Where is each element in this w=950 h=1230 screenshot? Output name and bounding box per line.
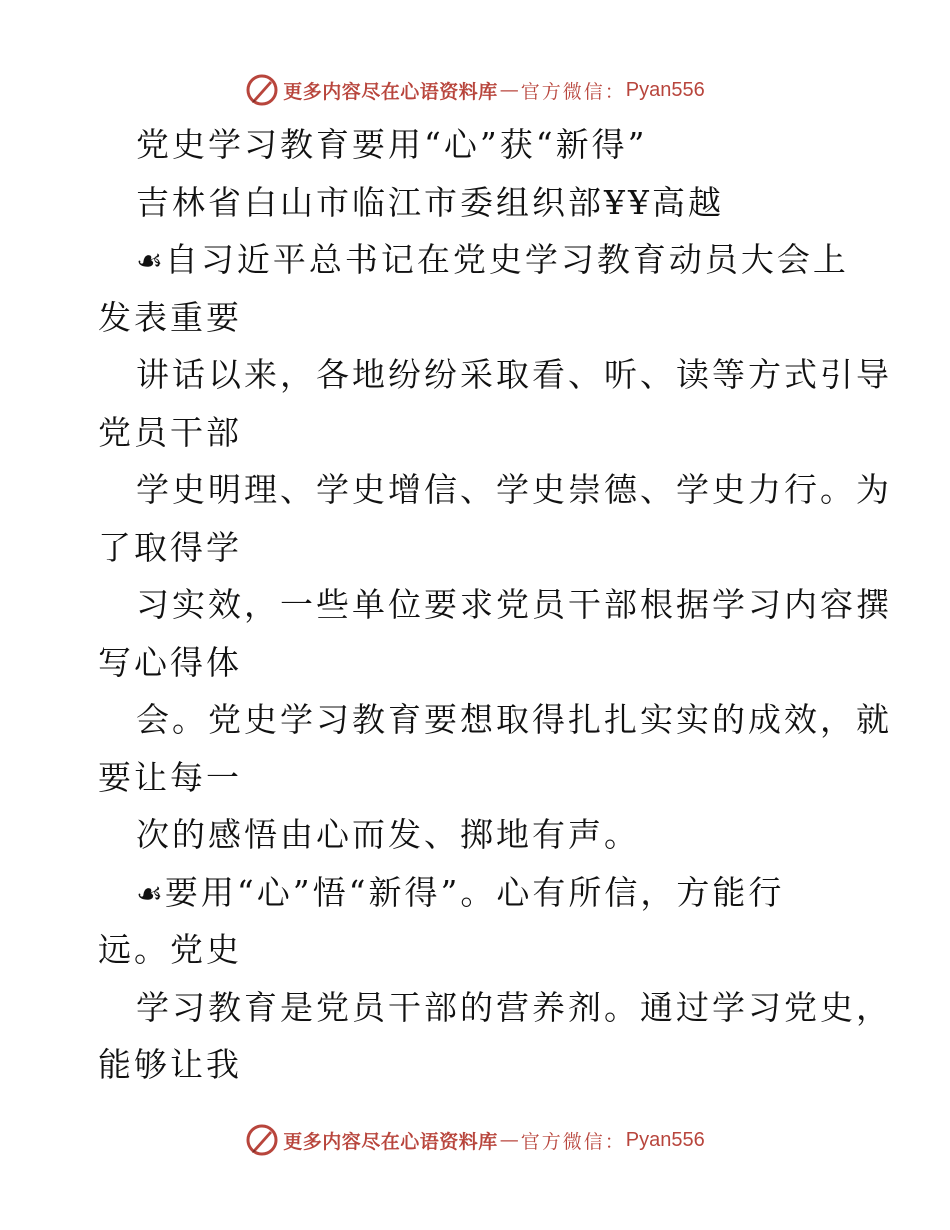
document-body (98, 116, 892, 1094)
document-author: 吉林省白山市临江市委组织部¥¥高越 (136, 182, 724, 222)
banner-dash: — (499, 1129, 519, 1151)
fleuron-bullet-icon: ☙ (136, 876, 163, 912)
banner-label: 官方微信： (520, 1130, 626, 1153)
paragraph-line: 党员干部 (98, 412, 242, 452)
paragraph-line: 发表重要 (98, 297, 242, 337)
paragraph-line: 学习教育是党员干部的营养剂。通过学习党史， (136, 987, 892, 1027)
paragraph-line: 能够让我 (98, 1045, 242, 1084)
paragraph-line: ☙要用“心”悟“新得”。心有所信，方能行 (136, 872, 785, 912)
paragraph-line: 讲话以来，各地纷纷采取看、听、读等方式引导 (136, 355, 892, 394)
banner-dash: — (499, 79, 519, 101)
paragraph-line: 次的感悟由心而发、掷地有声。 (136, 815, 640, 854)
paragraph-line: 远。党史 (98, 930, 242, 969)
banner-text: 更多内容尽在心语资料库 (283, 80, 498, 103)
paragraph-line: 写心得体 (98, 642, 242, 682)
header-banner (0, 70, 950, 110)
footer-banner (0, 1120, 950, 1160)
banner-wechat-id: Pyan556 (625, 1128, 705, 1151)
paragraph-line: 习实效，一些单位要求党员干部根据学习内容撰 (136, 585, 892, 624)
paragraph-line: 会。党史学习教育要想取得扎扎实实的成效，就 (136, 700, 892, 739)
banner-text: 更多内容尽在心语资料库 (283, 1130, 498, 1153)
banner-label: 官方微信： (520, 80, 626, 103)
banner-wechat-id: Pyan556 (625, 78, 705, 101)
paragraph-line: ☙自习近平总书记在党史学习教育动员大会上 (136, 240, 849, 279)
document-title: 党史学习教育要用“心”获“新得” (136, 125, 648, 164)
paragraph-line: 要让每一 (98, 757, 242, 797)
paragraph-line: 了取得学 (98, 527, 242, 567)
pen-logo-icon (245, 73, 279, 107)
fleuron-bullet-icon: ☙ (136, 244, 163, 279)
pen-logo-icon (245, 1123, 279, 1157)
paragraph-line: 学史明理、学史增信、学史崇德、学史力行。为 (136, 470, 892, 509)
